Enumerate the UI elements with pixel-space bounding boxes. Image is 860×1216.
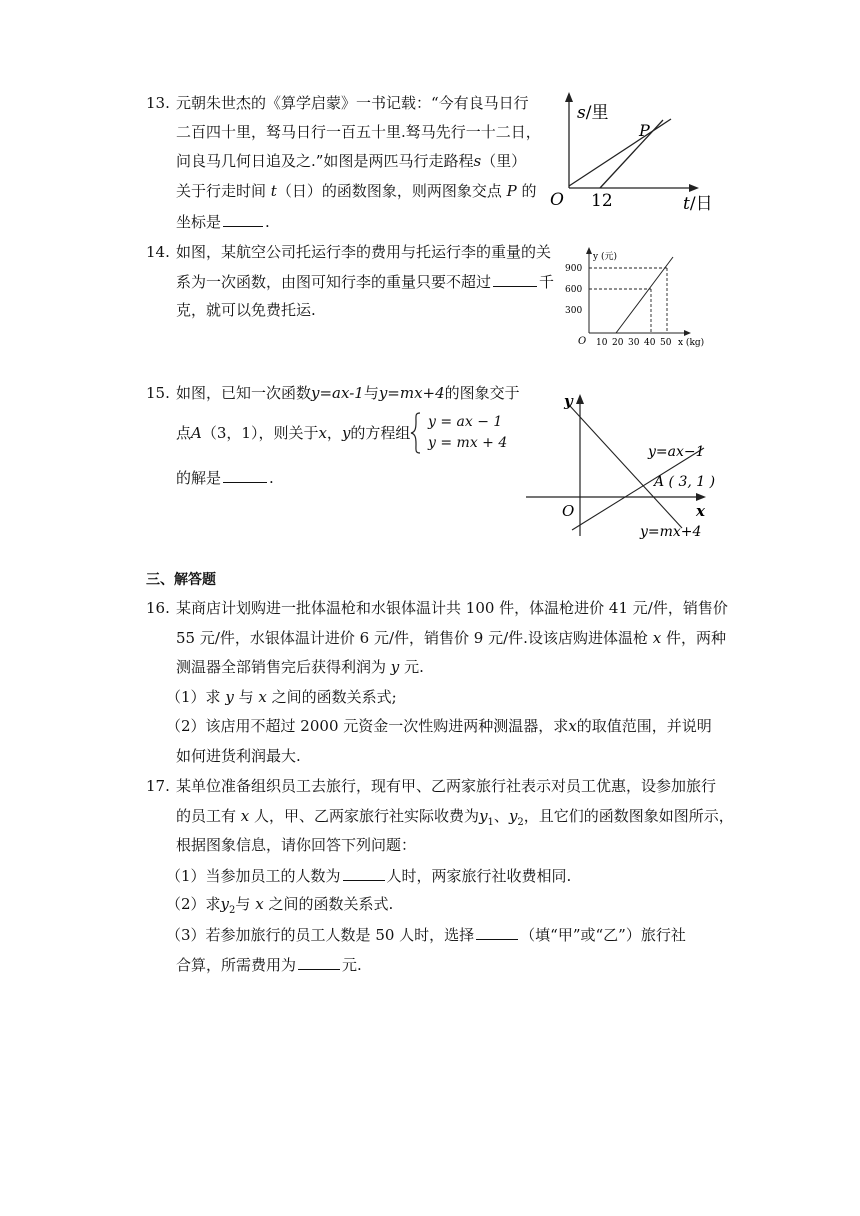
q13-line-4-end: 的 (521, 182, 537, 200)
q17-var-x: x (240, 807, 250, 825)
q13-graph (545, 88, 725, 223)
q16-part-1-x: x (258, 688, 267, 706)
q15-line-3-end: . (269, 469, 274, 487)
q17-part-2-c: 之间的函数关系式. (268, 895, 394, 913)
q14-x-arrow (684, 330, 691, 336)
q16-line-2-a: 55 元/件，水银体温计进价 6 元/件，销售价 9 元/件.设该店购进体温枪 (176, 629, 648, 647)
q15-point-a: A (191, 424, 202, 442)
q13-line-5-text: 坐标是 (176, 213, 222, 231)
q16-line-3 (176, 656, 424, 678)
q15-func-1: y=ax-1 (311, 384, 364, 402)
q17-sep: 、 (493, 807, 509, 825)
q15-graph (524, 386, 724, 542)
q14-xlabel: x (kg) (678, 338, 705, 348)
q14-line-2-end: 千 (539, 273, 555, 291)
q14-y-arrow (586, 247, 592, 254)
q15-x-label: x (696, 502, 705, 520)
q13-line-5 (176, 210, 270, 233)
q16-part-1-a: （1）求 (166, 688, 221, 706)
q16-part-2-line-2: 如何进货利润最大. (176, 747, 301, 765)
q14-line-3: 克，就可以免费托运. (176, 301, 316, 319)
q15-origin: O (562, 502, 575, 520)
q13-unit: （里） (481, 152, 527, 170)
q17-part-3-cost-blank[interactable] (298, 953, 340, 970)
q17-line-2-c: ，且它们的函数图象如图所示， (523, 807, 734, 825)
q14-origin: O (578, 336, 587, 347)
q17-part-3-blank[interactable] (476, 923, 518, 940)
q15-line-2-a: 点 (176, 424, 192, 442)
q13-var-p: P (506, 182, 517, 200)
q17-part-3-b: （填“甲”或“乙”）旅行社 (520, 926, 686, 944)
q16-line-3-b: 元. (404, 658, 424, 676)
q15-line-2 (176, 420, 410, 446)
q13-line-4 (176, 180, 537, 202)
q15-y-label: y (564, 392, 573, 410)
q13-line-slow (569, 119, 671, 186)
q17-line-3: 根据图象信息，请你回答下列问题： (176, 836, 417, 854)
q15-eq-1: y = ax − 1 (428, 414, 503, 430)
q13-line-3 (176, 150, 526, 172)
q14-graph (560, 247, 720, 347)
q13-point-label: P (639, 121, 650, 140)
q17-part-1-b: 人时，两家旅行社收费相同. (386, 867, 572, 885)
q17-part-3 (166, 923, 686, 946)
q17-part-2-b: 与 (235, 895, 251, 913)
q16-line-2 (176, 627, 726, 649)
q16-part-2-a: （2）该店用不超过 2000 元资金一次性购进两种测温器，求 (166, 717, 569, 735)
q17-part-2-sub: 2 (229, 905, 236, 916)
q14-ylabel: y (元) (593, 252, 617, 262)
q14-xtick-50: 50 (660, 338, 672, 348)
q15-y-arrow (576, 394, 584, 404)
q17-part-3-line-2 (176, 953, 362, 976)
q15-equation-system (410, 410, 520, 456)
q14-ytick-600: 600 (565, 285, 583, 295)
q15-label-point-a: A ( 3, 1 ) (654, 474, 716, 490)
q17-part-3-d: 元. (342, 956, 362, 974)
q16-part-1 (166, 686, 397, 708)
q14-xtick-20: 20 (612, 338, 624, 348)
q15-line-3 (176, 466, 274, 489)
q16-part-2-x: x (568, 717, 577, 735)
question-17-number: 17. (146, 777, 170, 795)
question-14-number: 14. (146, 243, 170, 261)
q14-line-1: 如图，某航空公司托运行李的费用与托运行李的重量的关 (176, 243, 552, 261)
q13-line-1: 元朝朱世杰的《算学启蒙》一书记载：“今有良马日行 (176, 94, 529, 112)
q13-line-2: 二百四十里，驽马日行一百五十里.驽马先行一十二日， (176, 123, 541, 141)
q15-label-mx-4: y=mx+4 (640, 524, 702, 540)
q17-line-2-a: 的员工有 (176, 807, 237, 825)
q13-line-4-text: 关于行走时间 (176, 182, 267, 200)
q17-line-1: 某单位准备组织员工去旅行，现有甲、乙两家旅行社表示对员工优惠，设参加旅行 (176, 777, 717, 795)
q17-part-1-blank[interactable] (343, 864, 385, 881)
q17-part-2 (166, 893, 393, 922)
question-15-number: 15. (146, 384, 170, 402)
q15-line-1 (176, 382, 520, 404)
q15-line-2-b: （3，1），则关于 (201, 424, 319, 442)
q17-sub-1: 1 (487, 817, 494, 828)
q14-line-2-text: 系为一次函数，由图可知行李的重量只要不超过 (176, 273, 492, 291)
q14-ytick-900: 900 (565, 264, 583, 274)
q14-answer-blank[interactable] (493, 270, 537, 287)
q16-part-1-y: y (225, 688, 234, 706)
q13-line-4-rest: （日）的函数图象，则两图象交点 (276, 182, 502, 200)
q13-x-arrow (689, 184, 699, 192)
section-heading-answer-questions: 三、解答题 (146, 572, 216, 588)
q17-part-3-a: （3）若参加旅行的员工人数是 50 人时，选择 (166, 926, 475, 944)
q15-brace (410, 412, 422, 454)
q15-line-2-c: ， (326, 424, 342, 442)
q17-part-2-y: y (220, 895, 230, 913)
q17-part-2-a: （2）求 (166, 895, 221, 913)
q17-line-2-b: 人，甲、乙两家旅行社实际收费为 (254, 807, 480, 825)
q13-line-5-end: . (265, 213, 270, 231)
q17-var-y1: y (479, 807, 488, 825)
q15-var-x: x (318, 424, 327, 442)
q17-part-1-a: （1）当参加员工的人数为 (166, 867, 341, 885)
q16-part-1-c: 之间的函数关系式; (271, 688, 397, 706)
q13-line-fast (600, 120, 663, 188)
q17-part-2-x: x (255, 895, 264, 913)
q15-answer-blank[interactable] (223, 466, 267, 483)
q14-xtick-40: 40 (644, 338, 656, 348)
q13-var-t: t (270, 182, 277, 200)
q15-x-arrow (696, 493, 706, 501)
q16-line-2-b: 件，两种 (665, 629, 726, 647)
q16-var-x: x (652, 629, 662, 647)
q16-part-2 (166, 715, 712, 737)
q13-y-arrow (565, 92, 573, 102)
q17-part-1 (166, 864, 571, 887)
q15-line-mx-4 (570, 406, 682, 528)
q15-func-2: y=mx+4 (378, 384, 445, 402)
q13-answer-blank[interactable] (223, 210, 263, 227)
q15-line-1-c: 的图象交于 (444, 384, 520, 402)
q16-part-2-b: 的取值范围，并说明 (576, 717, 712, 735)
q15-line-2-d: 的方程组 (350, 424, 411, 442)
q15-line-1-b: 与 (363, 384, 379, 402)
q14-ytick-300: 300 (565, 306, 583, 316)
q16-line-3-a: 测温器全部销售完后获得利润为 (176, 658, 387, 676)
q15-var-y: y (341, 424, 351, 442)
q13-var-s: s (473, 152, 482, 170)
q17-sub-2: 2 (517, 817, 524, 828)
q17-var-y2: y (508, 807, 518, 825)
q15-eq-2: y = mx + 4 (428, 435, 508, 451)
q14-xtick-10: 10 (596, 338, 608, 348)
q16-var-y: y (390, 658, 400, 676)
q14-line-2 (176, 270, 554, 293)
q17-part-3-c: 合算，所需费用为 (176, 956, 297, 974)
q16-part-1-b: 与 (238, 688, 254, 706)
q17-line-2 (176, 805, 734, 834)
q15-line-1-a: 如图，已知一次函数 (176, 384, 312, 402)
q15-line-3-text: 的解是 (176, 469, 222, 487)
q14-xtick-30: 30 (628, 338, 640, 348)
q16-line-1: 某商店计划购进一批体温枪和水银体温计共 100 件，体温枪进价 41 元/件，销售价 (176, 599, 728, 617)
question-13-number: 13. (146, 94, 170, 112)
q15-label-ax-1: y=ax−1 (648, 444, 705, 460)
q13-origin: O (550, 190, 564, 210)
q13-tick-12: 12 (591, 191, 613, 211)
q13-xlabel: t/日 (683, 194, 713, 214)
question-16-number: 16. (146, 599, 170, 617)
q13-line-3-text: 问良马几何日追及之.”如图是两匹马行走路程 (176, 152, 474, 170)
q13-ylabel: s/里 (577, 103, 609, 123)
